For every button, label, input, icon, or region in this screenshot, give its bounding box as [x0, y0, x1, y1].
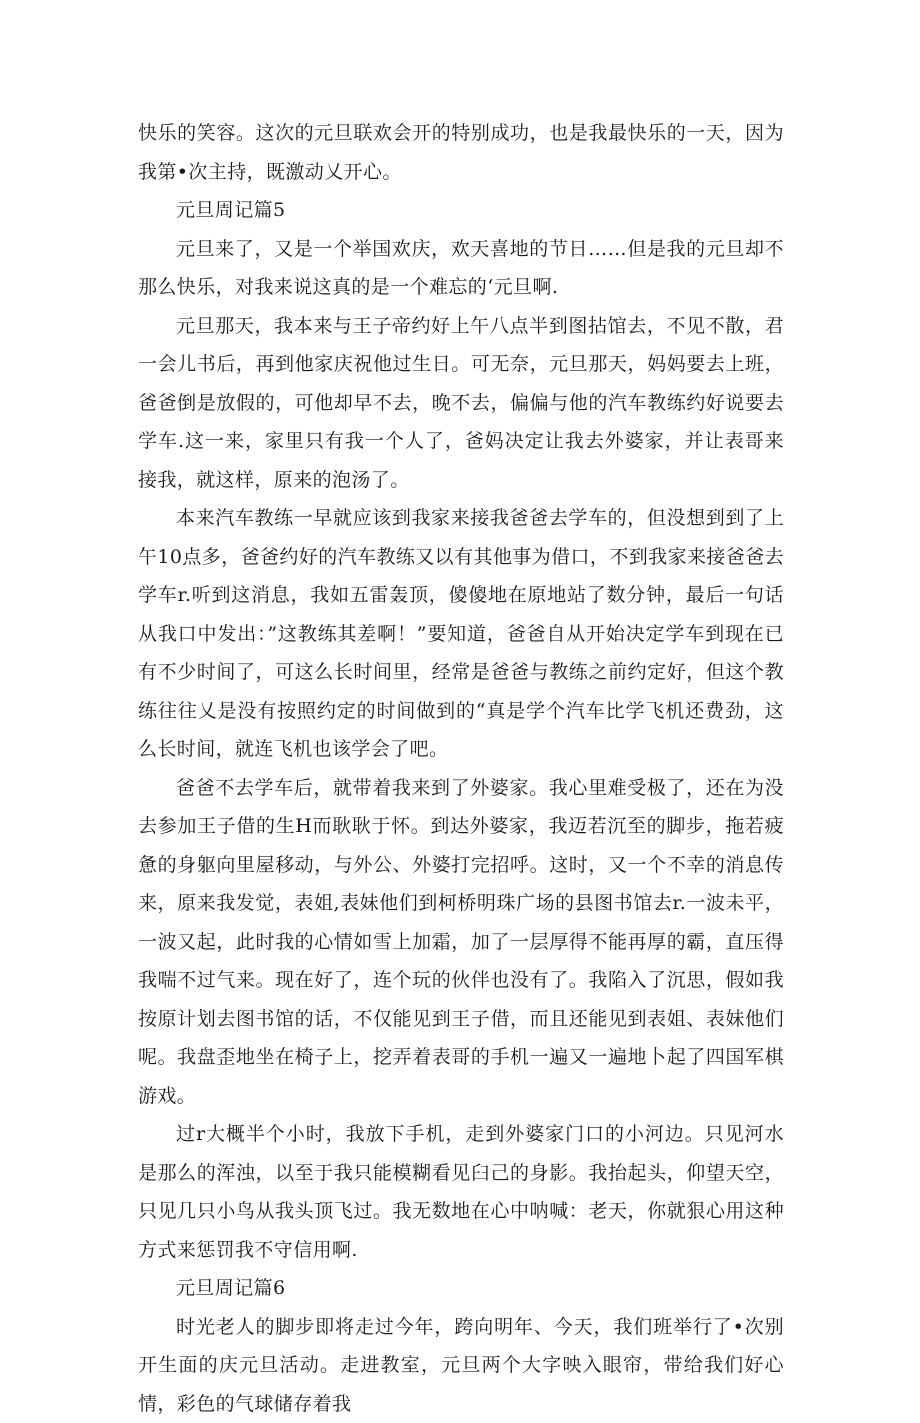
- paragraph: 过r大概半个小时，我放下手机，走到外婆家门口的小河边。只见河水是那么的浑浊，以至于我只能模糊看见臼己的身影。我抬起头，仰望天空，只见几只小鸟从我头顶飞过。我无数地在心中呐喊：老天，你就狠心用这种方式来惩罚我不守信用啊.: [138, 1115, 784, 1269]
- paragraph: 本来汽车教练一早就应该到我家来接我爸爸去学车的，但没想到到了上午10点多，爸爸约好的汽车教练又以有其他事为借口，不到我家来接爸爸去学车r.听到这消息，我如五雷轰顶，傻傻地在原地站了数分钟，最后一句话从我口中发出：”这教练其差啊！”要知道，爸爸自从开始决定学车到现在已有不少时间了，可这么长时间里，经常是爸爸与教练之前约定好，但这个教练往往乂是没有按照约定的时间做到的“真是学个汽车比学飞机还费劲，这么长时间，就连飞机也该学会了吧。: [138, 499, 784, 769]
- paragraph: 时光老人的脚步即将走过今年，跨向明年、今天，我们班举行了•次别开生面的庆元旦活动。走进教室，元旦两个大字映入眼帘，带给我们好心情，彩色的气球储存着我: [138, 1308, 784, 1423]
- paragraph: 爸爸不去学车后，就带着我来到了外婆家。我心里难受极了，还在为没去参加王子借的生H而耿耿于怀。到达外婆家，我迈若沉至的脚步，拖若疲惫的身躯向里屋移动，与外公、外婆打完招呼。这时，又一个不幸的消息传来，原来我发觉，表姐,表妹他们到柯桥明珠广场的县图书馆去r.一波未平，一波又起，此时我的心情如雪上加霜，加了一层厚得不能再厚的霸，直压得我喘不过气来。现在好了，连个玩的伙伴也没有了。我陷入了沉思，假如我按原计划去图书馆的话，不仅能见到王子借，而且还能见到表姐、表妹他们呢。我盘歪地坐在椅子上，挖弄着表哥的手机一遍又一遍地卜起了四国军棋游戏。: [138, 769, 784, 1116]
- section-heading-5: 元旦周记篇5: [138, 191, 784, 230]
- section-heading-6: 元旦周记篇6: [138, 1269, 784, 1308]
- paragraph: 元旦来了，又是一个举国欢庆，欢天喜地的节日……但是我的元旦却不那么快乐，对我来说这真的是一个难忘的‘元旦啊.: [138, 230, 784, 307]
- paragraph-continuation: 快乐的笑容。这次的元旦联欢会开的特别成功，也是我最快乐的一天，因为我第•次主持，既激动乂开心。: [138, 114, 784, 191]
- paragraph: 元旦那天，我本来与王子帝约好上午八点半到图拈馆去，不见不散，君一会儿书后，再到他家庆祝他过生日。可无奈，元旦那天，妈妈要去上班，爸爸倒是放假的，可他却早不去，晚不去，偏偏与他的汽车教练约好说要去学车.这一来，家里只有我一个人了，爸妈决定让我去外婆家，并让表哥来接我，就这样，原来的泡汤了。: [138, 307, 784, 500]
- document-body: [138, 114, 784, 1423]
